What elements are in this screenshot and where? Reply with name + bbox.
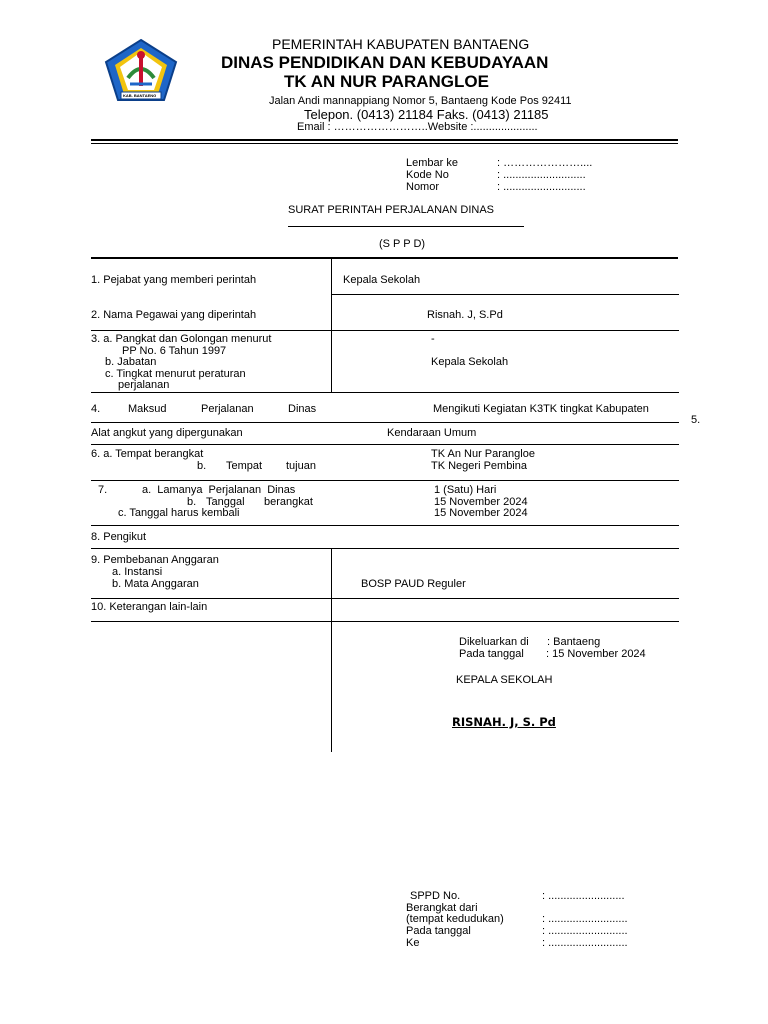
row7-label-b3: berangkat [264,496,313,508]
issued-date-value: : 15 November 2024 [546,648,646,660]
row6-value-a: TK An Nur Parangloe [431,448,535,460]
pada-tanggal-label: Pada tanggal [406,925,471,937]
signer-name: RISNAH. J, S. Pd [452,715,556,729]
row7-label-b2: Tanggal [206,496,245,508]
logo-caption: KAB. BANTAENG [123,93,157,98]
row9-label-a: a. Instansi [112,566,163,578]
row3-label-b: b. Jabatan [105,356,157,368]
nomor-label: Nomor [406,181,440,193]
letterhead-rule-thick [91,139,678,141]
issued-date-label: Pada tanggal [459,648,524,660]
signer-position: KEPALA SEKOLAH [456,674,553,686]
issued-value: : Bantaeng [547,636,601,648]
row4-word2: Perjalanan [201,403,254,415]
issued-label: Dikeluarkan di [459,636,529,648]
row-divider [91,525,679,526]
pada-tanggal-value: : .......................... [542,925,628,937]
row3-label-c2: perjalanan [118,379,170,391]
nomor-value: : ........................... [497,181,586,193]
tempat-value: : .......................... [542,913,628,925]
row-divider [331,294,679,295]
row5-label: Alat angkut yang dipergunakan [91,427,243,439]
row-divider [91,548,679,549]
kode-value: : ........................... [497,169,586,181]
regency-logo [104,38,178,104]
row9-value-b: BOSP PAUD Reguler [361,578,466,590]
letterhead-line2: DINAS PENDIDIKAN DAN KEBUDAYAAN [221,53,549,72]
row7-label-a: a. Lamanya Perjalanan Dinas [142,484,296,496]
document-subtitle: (S P P D) [379,238,426,250]
row4-word1: Maksud [128,403,167,415]
row7-num: 7. [98,484,108,496]
row2-value: Risnah. J, S.Pd [427,309,503,321]
row4-num: 4. [91,403,101,415]
row-divider [91,330,679,331]
row7-value-a: 1 (Satu) Hari [434,484,497,496]
row3-value-b: Kepala Sekolah [431,356,509,368]
row7-value-c: 15 November 2024 [434,507,528,519]
letterhead-email: Email : ……………………..Website :..................... [297,121,538,133]
title-underline [288,226,524,227]
row6-label-b2: Tempat [226,460,263,472]
row3-label-c: c. Tingkat menurut peraturan [105,368,246,380]
row1-label: 1. Pejabat yang memberi perintah [91,274,257,286]
letterhead-line3: TK AN NUR PARANGLOE [284,72,489,91]
row6-label-b1: b. [197,460,207,472]
row-divider [91,598,679,599]
row5-value: Kendaraan Umum [387,427,477,439]
row3-label-a2: PP No. 6 Tahun 1997 [122,345,227,357]
table-column-divider [331,258,332,393]
letterhead-rule-thin [91,143,678,144]
row-divider [91,422,679,423]
tempat-label: (tempat kedudukan) [406,913,504,925]
document-title: SURAT PERINTAH PERJALANAN DINAS [288,204,494,216]
row6-value-b: TK Negeri Pembina [431,460,527,472]
row6-label-b3: tujuan [286,460,316,472]
row7-label-b1: b. [187,496,197,508]
row-divider [91,444,679,445]
row3-value-a: - [431,333,435,345]
row6-label-a: 6. a. Tempat berangkat [91,448,204,460]
row4-value: Mengikuti Kegiatan K3TK tingkat Kabupaten [433,403,649,415]
ke-value: : .......................... [542,937,628,949]
table-top-rule [91,257,678,259]
row4-word3: Dinas [288,403,317,415]
row5-number: 5. [691,414,701,426]
berangkat-label: Berangkat dari [406,902,478,914]
row-divider [91,480,679,481]
ke-label: Ke [406,937,420,949]
row-divider [91,392,679,393]
row9-label: 9. Pembebanan Anggaran [91,554,219,566]
row10-label: 10. Keterangan lain-lain [91,601,208,613]
kode-label: Kode No [406,169,449,181]
row7-value-b: 15 November 2024 [434,496,528,508]
row3-label-a: 3. a. Pangkat dan Golongan menurut [91,333,272,345]
lembar-value: : ………………….... [497,157,593,169]
row1-value: Kepala Sekolah [343,274,421,286]
row7-label-c: c. Tanggal harus kembali [118,507,240,519]
row8-label: 8. Pengikut [91,531,147,543]
row-divider [91,621,679,622]
table-column-divider-lower [331,548,332,752]
lembar-label: Lembar ke [406,157,458,169]
letterhead-line1: PEMERINTAH KABUPATEN BANTAENG [272,36,530,52]
letterhead-phone: Telepon. (0413) 21184 Faks. (0413) 21185 [304,107,549,122]
row9-label-b: b. Mata Anggaran [112,578,199,590]
row2-label: 2. Nama Pegawai yang diperintah [91,309,257,321]
letterhead-address: Jalan Andi mannappiang Nomor 5, Bantaeng Kode Pos 92411 [269,95,572,107]
sppd-no-value: : ......................... [542,890,625,902]
sppd-no-label: SPPD No. [410,890,461,902]
